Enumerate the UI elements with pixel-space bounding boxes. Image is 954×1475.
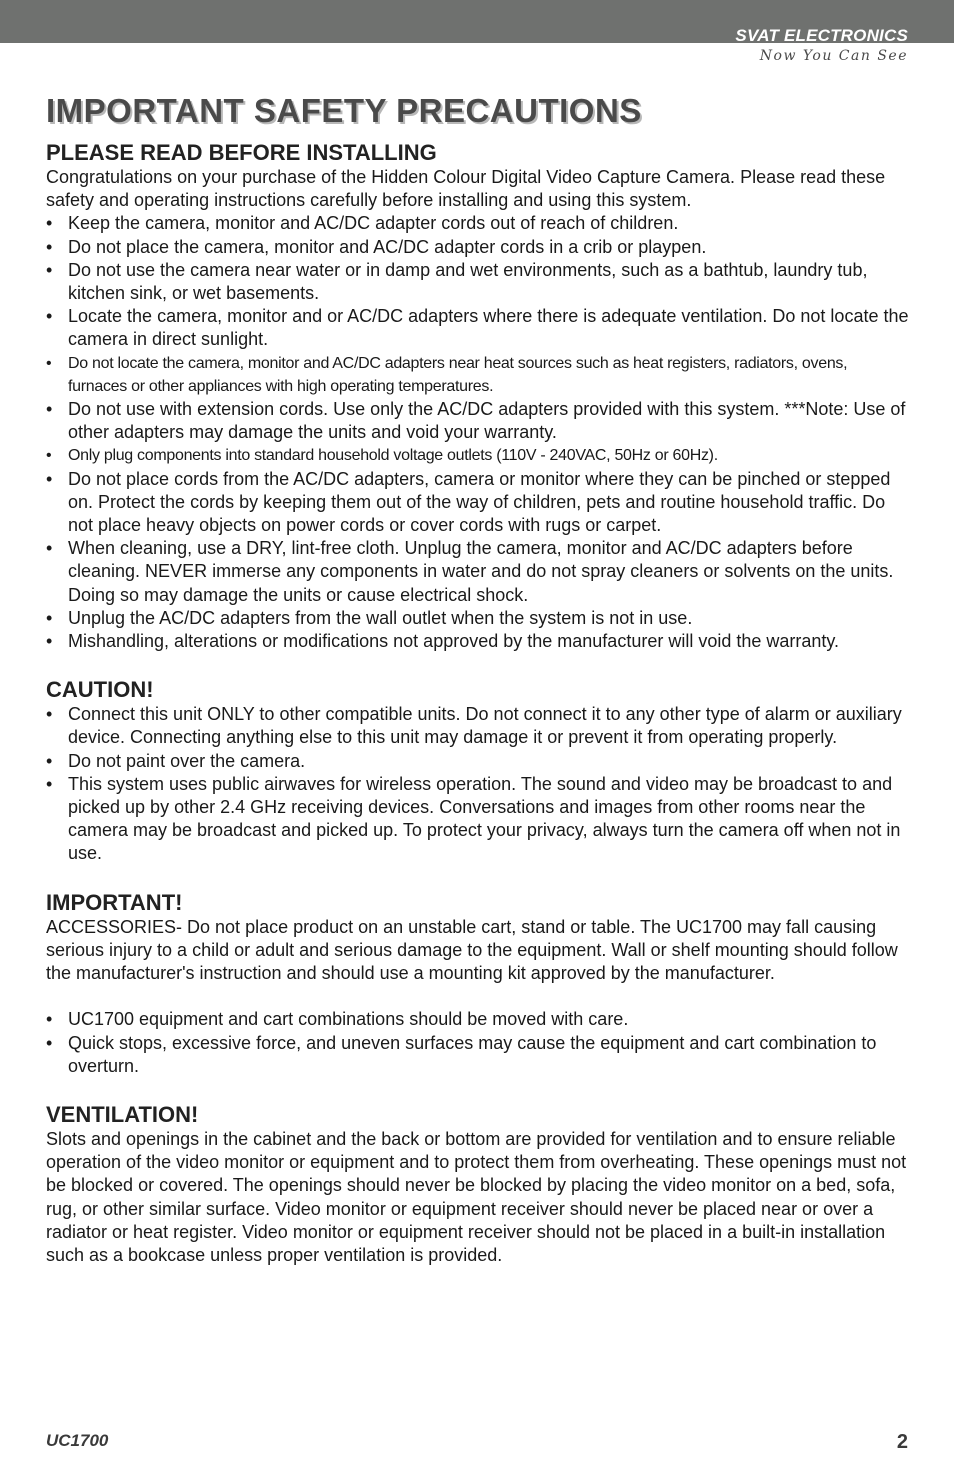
- list-item: • Connect this unit ONLY to other compatible units. Do not connect it to any other type of alarm or auxiliary device. Connecting anything else to this unit may damage it or prevent it from operating properly.: [46, 703, 910, 749]
- ventilation-paragraph: Slots and openings in the cabinet and the back or bottom are provided for ventilation and to ensure reliable operation of the video monitor or equipment and to protect them from overheating. These openings must not be blocked or covered. The openings should never be blocked by placing the video monitor on a bed, sofa, rug, or other similar surface. Video monitor or equipment receiver should never be placed near or over a radiator or heat register. Video monitor or equipment receiver should not be placed in a built-in installation such as a bookcase unless proper ventilation is provided.: [46, 1128, 907, 1265]
- important-list: [46, 1008, 910, 1078]
- list-item: • Do not use with extension cords. Use only the AC/DC adapters provided with this system. ***Note: Use of other adapters may damage the units and void your warranty.: [46, 398, 910, 444]
- list-item: • This system uses public airwaves for wireless operation. The sound and video may be broadcast to and picked up by other 2.4 GHz receiving devices. Conversations and images from other rooms near the camera may be broadcast and picked up. To protect your privacy, always turn the camera off when not in use.: [46, 773, 910, 866]
- brand-name: SVAT ELECTRONICS: [735, 26, 908, 45]
- caution-heading: CAUTION!: [46, 677, 154, 703]
- please-read-heading: PLEASE READ BEFORE INSTALLING: [46, 140, 437, 165]
- list-item: • Do not place the camera, monitor and AC/DC adapter cords in a crib or playpen.: [46, 236, 910, 259]
- list-item: • Only plug components into standard household voltage outlets (110V - 240VAC, 50Hz or 60Hz).: [46, 444, 910, 467]
- spacer: [46, 985, 910, 1008]
- list-item: • Unplug the AC/DC adapters from the wall outlet when the system is not in use.: [46, 607, 910, 630]
- list-item: • Do not place cords from the AC/DC adapters, camera or monitor where they can be pinched or stepped on. Protect the cords by keeping them out of the way of children, pets and routine household traffic. Do not place heavy objects on power cords or cover cords with rugs or carpet.: [46, 468, 910, 538]
- list-item: • Mishandling, alterations or modifications not approved by the manufacturer will void the warranty.: [46, 630, 910, 653]
- brand-tagline: Now You Can See: [759, 48, 908, 64]
- page-title: IMPORTANT SAFETY PRECAUTIONS: [46, 92, 642, 129]
- page-content: [46, 92, 910, 1267]
- footer-model: UC1700: [46, 1431, 109, 1450]
- list-item: • Locate the camera, monitor and or AC/DC adapters where there is adequate ventilation. Do not locate the camera in direct sunlight.: [46, 305, 910, 351]
- important-heading: IMPORTANT!: [46, 889, 183, 915]
- list-item: • Keep the camera, monitor and AC/DC adapter cords out of reach of children.: [46, 212, 910, 235]
- ventilation-heading: VENTILATION!: [46, 1101, 199, 1127]
- list-item: • Quick stops, excessive force, and uneven surfaces may cause the equipment and cart combination to overturn.: [46, 1032, 910, 1078]
- accessories-paragraph: ACCESSORIES- Do not place product on an unstable cart, stand or table. The UC1700 may fall causing serious injury to a child or adult and serious damage to the equipment. Wall or shelf mounting should follow the manufacturer's instruction and should use a mounting kit approved by the manufacturer.: [46, 916, 898, 984]
- list-item: • UC1700 equipment and cart combinations should be moved with care.: [46, 1008, 910, 1031]
- page-number: 2: [896, 1431, 908, 1453]
- list-item: • Do not paint over the camera.: [46, 750, 910, 773]
- caution-list: [46, 703, 910, 865]
- list-item: • When cleaning, use a DRY, lint-free cloth. Unplug the camera, monitor and AC/DC adapters before cleaning. NEVER immerse any components in water and do not spray cleaners or solvents on the units. Doing so may damage the units or cause electrical shock.: [46, 537, 910, 607]
- list-item: • Do not locate the camera, monitor and AC/DC adapters near heat sources such as heat registers, radiators, ovens, furnaces or other appliances with high operating temperatures.: [46, 352, 910, 398]
- precautions-list: [46, 212, 910, 653]
- list-item: • Do not use the camera near water or in damp and wet environments, such as a bathtub, laundry tub, kitchen sink, or wet basements.: [46, 259, 910, 305]
- intro-paragraph: Congratulations on your purchase of the Hidden Colour Digital Video Capture Camera. Please read these safety and operating instructions carefully before installing and using this system.: [46, 167, 886, 211]
